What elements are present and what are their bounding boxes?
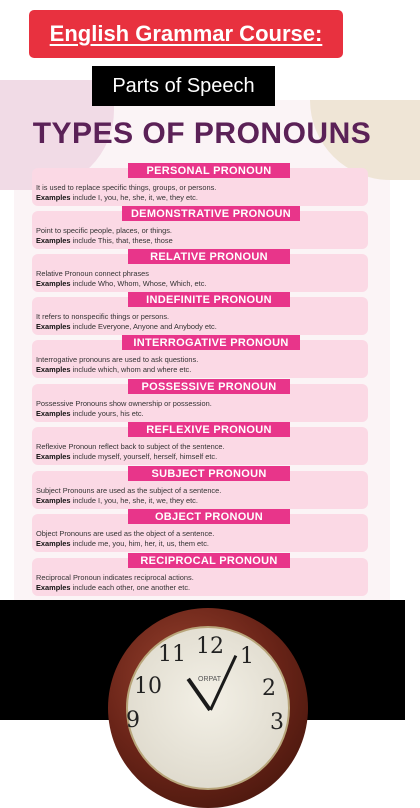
card-reciprocal-pronoun	[32, 554, 368, 596]
examples-text: include I, you, he, she, it, we, they etc.	[70, 496, 198, 505]
card-definition: Subject Pronouns are used as the subject of a sentence.	[36, 486, 222, 495]
card-tag: PERSONAL PRONOUN	[128, 163, 290, 178]
card-tag: SUBJECT PRONOUN	[128, 466, 290, 481]
card-examples	[36, 452, 217, 461]
card-definition: Reflexive Pronoun reflect back to subject of the sentence.	[36, 442, 225, 451]
card-definition: It is used to replace specific things, groups, or persons.	[36, 183, 217, 192]
card-tag: INTERROGATIVE PRONOUN	[122, 335, 300, 350]
examples-text: include which, whom and where etc.	[70, 365, 192, 374]
card-examples	[36, 322, 217, 331]
card-demonstrative-pronoun	[32, 207, 368, 249]
examples-label: Examples	[36, 496, 71, 505]
parts-of-speech-label	[92, 66, 275, 106]
examples-label: Examples	[36, 236, 71, 245]
course-title: English Grammar Course:	[49, 21, 323, 46]
card-tag: POSSESSIVE PRONOUN	[128, 379, 290, 394]
card-tag: DEMONSTRATIVE PRONOUN	[122, 206, 300, 221]
clock-video-area	[0, 600, 405, 735]
examples-label: Examples	[36, 409, 71, 418]
card-tag: RECIPROCAL PRONOUN	[128, 553, 290, 568]
card-tag: REFLEXIVE PRONOUN	[128, 422, 290, 437]
examples-text: include I, you, he, she, it, we, they etc.	[70, 193, 198, 202]
card-examples	[36, 365, 191, 374]
card-definition: Possessive Pronouns show ownership or possession.	[36, 399, 212, 408]
card-examples	[36, 583, 190, 592]
card-definition: Reciprocal Pronoun indicates reciprocal actions.	[36, 573, 194, 582]
examples-text: include yours, his etc.	[70, 409, 144, 418]
clock-numeral-10: 10	[134, 674, 162, 699]
examples-text: include each other, one another etc.	[70, 583, 191, 592]
card-interrogative-pronoun	[32, 336, 368, 378]
card-tag: RELATIVE PRONOUN	[128, 249, 290, 264]
examples-label: Examples	[36, 279, 71, 288]
card-relative-pronoun	[32, 250, 368, 292]
card-object-pronoun	[32, 510, 368, 552]
clock-brand: ORPAT	[198, 676, 222, 683]
card-definition: Point to specific people, places, or things.	[36, 226, 172, 235]
card-examples	[36, 236, 173, 245]
card-subject-pronoun	[32, 467, 368, 509]
examples-text: include me, you, him, her, it, us, them etc.	[70, 539, 209, 548]
card-reflexive-pronoun	[32, 423, 368, 465]
examples-label: Examples	[36, 539, 71, 548]
examples-label: Examples	[36, 365, 71, 374]
parts-of-speech-text: Parts of Speech	[112, 74, 255, 97]
wall-clock	[108, 608, 308, 808]
examples-text: include Who, Whom, Whose, Which, etc.	[70, 279, 207, 288]
clock-numeral-9: 9	[126, 708, 140, 733]
examples-label: Examples	[36, 583, 71, 592]
clock-numeral-12: 12	[196, 634, 224, 659]
clock-numeral-1: 1	[240, 644, 254, 669]
card-personal-pronoun	[32, 164, 368, 206]
card-examples	[36, 409, 144, 418]
card-examples	[36, 496, 198, 505]
card-possessive-pronoun	[32, 380, 368, 422]
course-title-banner	[29, 10, 343, 58]
card-examples	[36, 279, 206, 288]
examples-text: include myself, yourself, herself, himself etc.	[70, 452, 218, 461]
card-examples	[36, 193, 198, 202]
card-definition: Relative Pronoun connect phrases	[36, 269, 149, 278]
clock-numeral-2: 2	[262, 676, 276, 701]
examples-label: Examples	[36, 322, 71, 331]
examples-label: Examples	[36, 193, 71, 202]
examples-text: include Everyone, Anyone and Anybody etc.	[70, 322, 217, 331]
card-indefinite-pronoun	[32, 293, 368, 335]
clock-numeral-11: 11	[158, 642, 186, 667]
card-definition: Interrogative pronouns are used to ask questions.	[36, 355, 199, 364]
examples-label: Examples	[36, 452, 71, 461]
card-tag: OBJECT PRONOUN	[128, 509, 290, 524]
card-definition: Object Pronouns are used as the object of a sentence.	[36, 529, 215, 538]
poster-title: TYPES OF PRONOUNS	[32, 117, 372, 150]
card-definition: It refers to nonspecific things or persons.	[36, 312, 170, 321]
clock-face	[126, 626, 290, 790]
pronouns-poster	[14, 100, 390, 600]
card-tag: INDEFINITE PRONOUN	[128, 292, 290, 307]
examples-text: include This, that, these, those	[70, 236, 173, 245]
card-examples	[36, 539, 209, 548]
clock-numeral-3: 3	[270, 710, 284, 735]
